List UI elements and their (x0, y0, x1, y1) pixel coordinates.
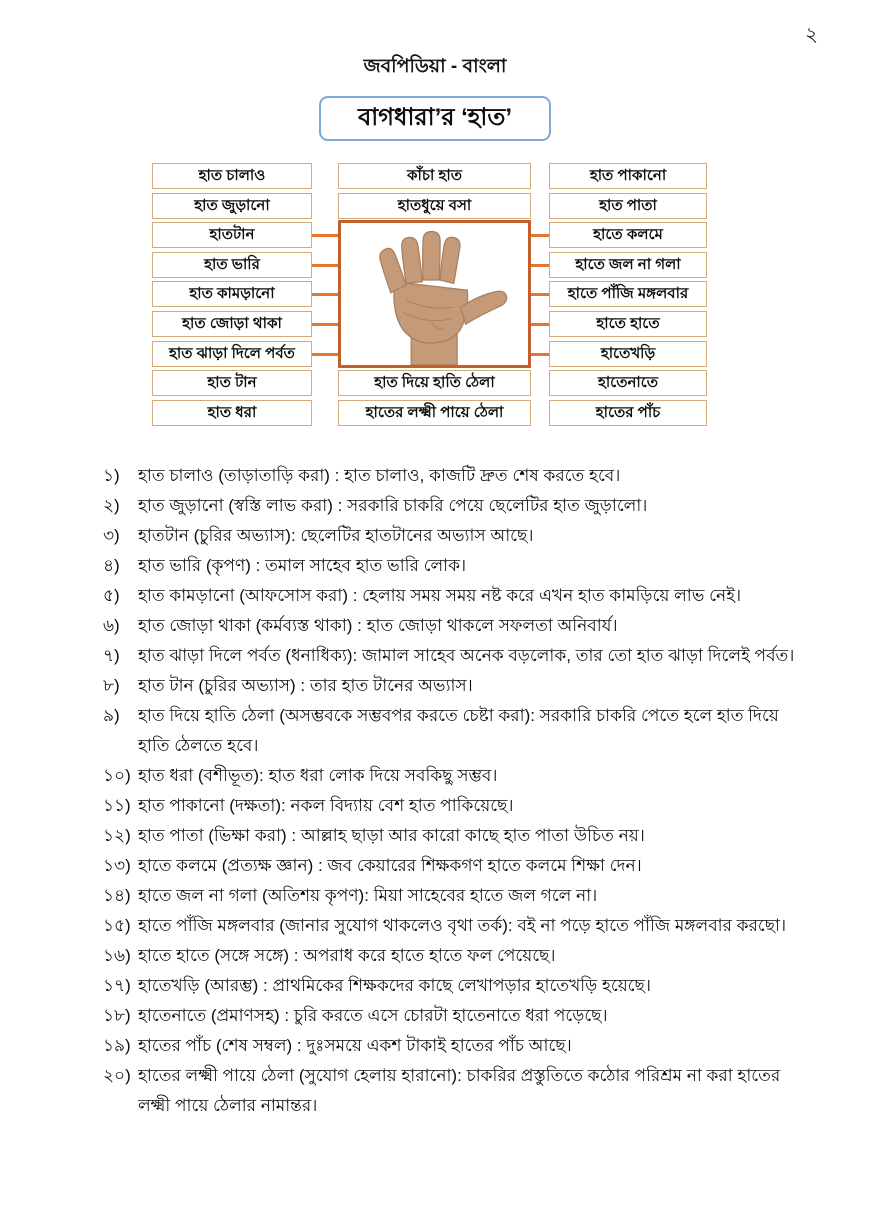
idiom-box-center-top: কাঁচা হাত (338, 163, 531, 189)
list-item (103, 611, 803, 641)
idiom-box-center-bottom: হাত দিয়ে হাতি ঠেলা (338, 370, 531, 396)
list-item-text: হাত টান (চুরির অভ্যাস) : তার হাত টানের অভ্যাস। (138, 676, 473, 695)
idiom-box-left: হাতটান (152, 222, 312, 248)
list-item-text: হাত ভারি (কৃপণ) : তমাল সাহেব হাত ভারি লোক। (138, 556, 467, 575)
list-item-number: ১০) (103, 766, 131, 785)
list-item-text: হাতটান (চুরির অভ্যাস): ছেলেটির হাতটানের অভ্যাস আছে। (138, 526, 534, 545)
list-item-text: হাত পাতা (ভিক্ষা করা) : আল্লাহ ছাড়া আর কারো কাছে হাত পাতা উচিত নয়। (138, 826, 645, 845)
list-item (103, 671, 803, 701)
list-item-number: ৮) (103, 676, 120, 695)
list-item-text: হাতে জল না গলা (অতিশয় কৃপণ): মিয়া সাহেবের হাতে জল গলে না। (138, 886, 598, 905)
list-item-number: ৯) (103, 706, 120, 725)
list-item (103, 1001, 803, 1031)
idiom-box-right: হাতেখড়ি (549, 341, 707, 367)
idiom-box-left: হাত ঝাড়া দিলে পর্বত (152, 341, 312, 367)
list-item-number: ১৮) (103, 1006, 131, 1025)
list-item (103, 881, 803, 911)
list-item (103, 491, 803, 521)
list-item-number: ৩) (103, 526, 120, 545)
list-item-number: ১৬) (103, 946, 131, 965)
connector-line (310, 353, 341, 356)
idiom-box-right: হাতে পাঁজি মঙ্গলবার (549, 281, 707, 307)
list-item-text: হাত পাকানো (দক্ষতা): নকল বিদ্যায় বেশ হাত পাকিয়েছে। (138, 796, 514, 815)
idiom-box-center-bottom: হাতের লক্ষ্মী পায়ে ঠেলা (338, 400, 531, 426)
list-item-number: ১১) (103, 796, 131, 815)
page-number: ২ (804, 24, 818, 46)
list-item-text: হাতে কলমে (প্রত্যক্ষ জ্ঞান) : জব কেয়ারের শিক্ষকগণ হাতে কলমে শিক্ষা দেন। (138, 856, 642, 875)
list-item (103, 521, 803, 551)
title-box (319, 96, 551, 141)
list-item-number: ১৭) (103, 976, 131, 995)
list-item (103, 761, 803, 791)
list-item (103, 461, 803, 491)
open-hand-image (350, 229, 520, 365)
list-item-number: ৬) (103, 616, 120, 635)
idiom-list (103, 461, 803, 1121)
connector-line (310, 264, 341, 267)
list-item-number: ১৯) (103, 1036, 131, 1055)
list-item (103, 1031, 803, 1061)
list-item-number: ৭) (103, 646, 120, 665)
list-item-number: ৪) (103, 556, 120, 575)
idiom-box-right: হাত পাকানো (549, 163, 707, 189)
list-item-text: হাত জুড়ানো (স্বস্তি লাভ করা) : সরকারি চাকরি পেয়ে ছেলেটির হাত জুড়ালো। (138, 496, 648, 515)
list-item-text: হাত কামড়ানো (আফসোস করা) : হেলায় সময় সময় নষ্ট করে এখন হাত কামড়িয়ে লাভ নেই। (138, 586, 742, 605)
list-item-number: ১৩) (103, 856, 131, 875)
idiom-box-right: হাতে কলমে (549, 222, 707, 248)
list-item (103, 701, 803, 761)
idiom-box-right: হাতে জল না গলা (549, 252, 707, 278)
list-item-text: হাত ধরা (বশীভূত): হাত ধরা লোক দিয়ে সবকিছু সম্ভব। (138, 766, 498, 785)
idiom-box-left: হাত ধরা (152, 400, 312, 426)
list-item-number: ৫) (103, 586, 120, 605)
list-item-text: হাতেখড়ি (আরম্ভ) : প্রাথমিকের শিক্ষকদের কাছে লেখাপড়ার হাতেখড়ি হয়েছে। (138, 976, 651, 995)
idiom-box-left: হাত ভারি (152, 252, 312, 278)
list-item (103, 791, 803, 821)
list-item (103, 641, 803, 671)
list-item-text: হাত জোড়া থাকা (কর্মব্যস্ত থাকা) : হাত জোড়া থাকলে সফলতা অনিবার্য। (138, 616, 618, 635)
list-item (103, 971, 803, 1001)
hand-image-box (338, 220, 531, 368)
idiom-box-right: হাতেনাতে (549, 370, 707, 396)
list-item-text: হাতের লক্ষ্মী পায়ে ঠেলা (সুযোগ হেলায় হারানো): চাকরির প্রস্তুতিতে কঠোর পরিশ্রম না করা হাতের লক্ষ্মী পায়ে ঠেলার নামান্তর। (138, 1066, 781, 1115)
list-item-text: হাত দিয়ে হাতি ঠেলা (অসম্ভবকে সম্ভবপর করতে চেষ্টা করা): সরকারি চাকরি পেতে হলে হাত দিয়ে হাতি ঠেলতে হবে। (138, 706, 779, 755)
page-title: বাগধারা’র ‘হাত’ (357, 103, 513, 131)
list-item (103, 1061, 803, 1121)
list-item-text: হাতে পাঁজি মঙ্গলবার (জানার সুযোগ থাকলেও বৃথা তর্ক): বই না পড়ে হাতে পাঁজি মঙ্গলবার করছো। (138, 916, 787, 935)
idiom-box-right: হাত পাতা (549, 193, 707, 219)
list-item (103, 911, 803, 941)
connector-line (310, 234, 341, 237)
idiom-box-left: হাত জুড়ানো (152, 193, 312, 219)
connector-line (310, 293, 341, 296)
idiom-box-left: হাত টান (152, 370, 312, 396)
idiom-box-left: হাত চালাও (152, 163, 312, 189)
list-item-text: হাতের পাঁচ (শেষ সম্বল) : দুঃসময়ে একশ টাকাই হাতের পাঁচ আছে। (138, 1036, 572, 1055)
list-item-number: ১৫) (103, 916, 131, 935)
list-item-text: হাতে হাতে (সঙ্গে সঙ্গে) : অপরাধ করে হাতে হাতে ফল পেয়েছে। (138, 946, 556, 965)
idiom-box-right: হাতে হাতে (549, 311, 707, 337)
list-item (103, 551, 803, 581)
list-item (103, 581, 803, 611)
list-item-number: ১) (103, 466, 120, 485)
list-item-text: হাতেনাতে (প্রমাণসহ) : চুরি করতে এসে চোরটা হাতেনাতে ধরা পড়েছে। (138, 1006, 608, 1025)
document-header: জবপিডিয়া - বাংলা (363, 56, 507, 77)
idiom-box-left: হাত কামড়ানো (152, 281, 312, 307)
list-item (103, 851, 803, 881)
list-item-text: হাত ঝাড়া দিলে পর্বত (ধনাধিক্য): জামাল সাহেব অনেক বড়লোক, তার তো হাত ঝাড়া দিলেই পর্বত। (138, 646, 795, 665)
list-item (103, 821, 803, 851)
hand-idioms-diagram (150, 163, 708, 433)
connector-line (310, 323, 341, 326)
list-item-number: ২) (103, 496, 120, 515)
list-item-number: ১২) (103, 826, 131, 845)
list-item-number: ২০) (103, 1066, 131, 1085)
idiom-box-left: হাত জোড়া থাকা (152, 311, 312, 337)
list-item-number: ১৪) (103, 886, 131, 905)
list-item-text: হাত চালাও (তাড়াতাড়ি করা) : হাত চালাও, কাজটি দ্রুত শেষ করতে হবে। (138, 466, 621, 485)
idiom-box-center-top: হাতধুয়ে বসা (338, 193, 531, 219)
list-item (103, 941, 803, 971)
idiom-box-right: হাতের পাঁচ (549, 400, 707, 426)
